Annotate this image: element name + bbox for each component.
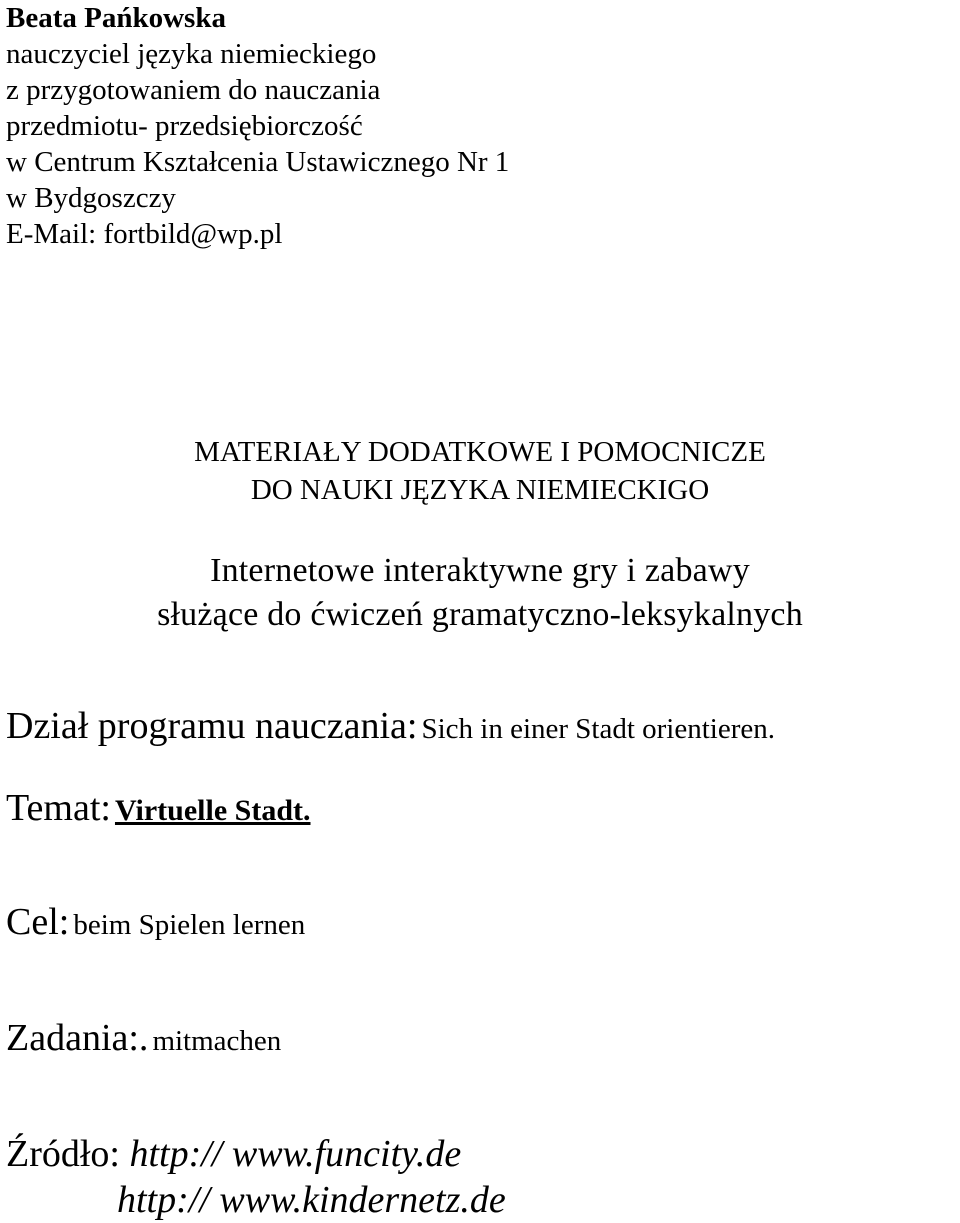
tasks-row [6,1016,281,1060]
source-link-funcity[interactable]: http:// www.funcity.de [129,1133,462,1175]
author-city: w Bydgoszczy [6,182,176,214]
author-subject: przedmiotu- przedsiębiorczość [6,110,363,142]
document-subtitle [0,549,960,637]
author-email: E-Mail: fortbild@wp.pl [6,218,283,250]
program-section-label: Dział programu nauczania: [6,705,418,747]
goal-value: beim Spielen lernen [73,909,306,941]
subtitle-line-2: służące do ćwiczeń gramatyczno-leksykalnych [157,596,803,633]
author-qualification: z przygotowaniem do nauczania [6,74,381,106]
program-section [6,704,775,748]
goal-label: Cel: [6,901,70,943]
document-title [0,433,960,509]
goal-row [6,900,305,944]
author-name: Beata Pańkowska [6,2,226,34]
author-position: nauczyciel języka niemieckiego [6,38,377,70]
tasks-value: mitmachen [152,1025,282,1057]
title-line-1: MATERIAŁY DODATKOWE I POMOCNICZE [194,436,766,468]
topic-label: Temat: [6,787,111,829]
sources-label: Źródło: [6,1133,120,1175]
sources-section [6,1131,506,1223]
subtitle-line-1: Internetowe interaktywne gry i zabawy [210,552,750,589]
title-line-2: DO NAUKI JĘZYKA NIEMIECKIGO [250,474,710,506]
author-institution: w Centrum Kształcenia Ustawicznego Nr 1 [6,146,510,178]
author-header [6,0,509,252]
tasks-label: Zadania:. [6,1017,149,1059]
source-link-kindernetz[interactable]: http:// www.kindernetz.de [117,1179,506,1221]
topic-value: Virtuelle Stadt. [114,794,311,827]
program-section-value: Sich in einer Stadt orientieren. [421,713,776,745]
topic-row [6,786,311,830]
